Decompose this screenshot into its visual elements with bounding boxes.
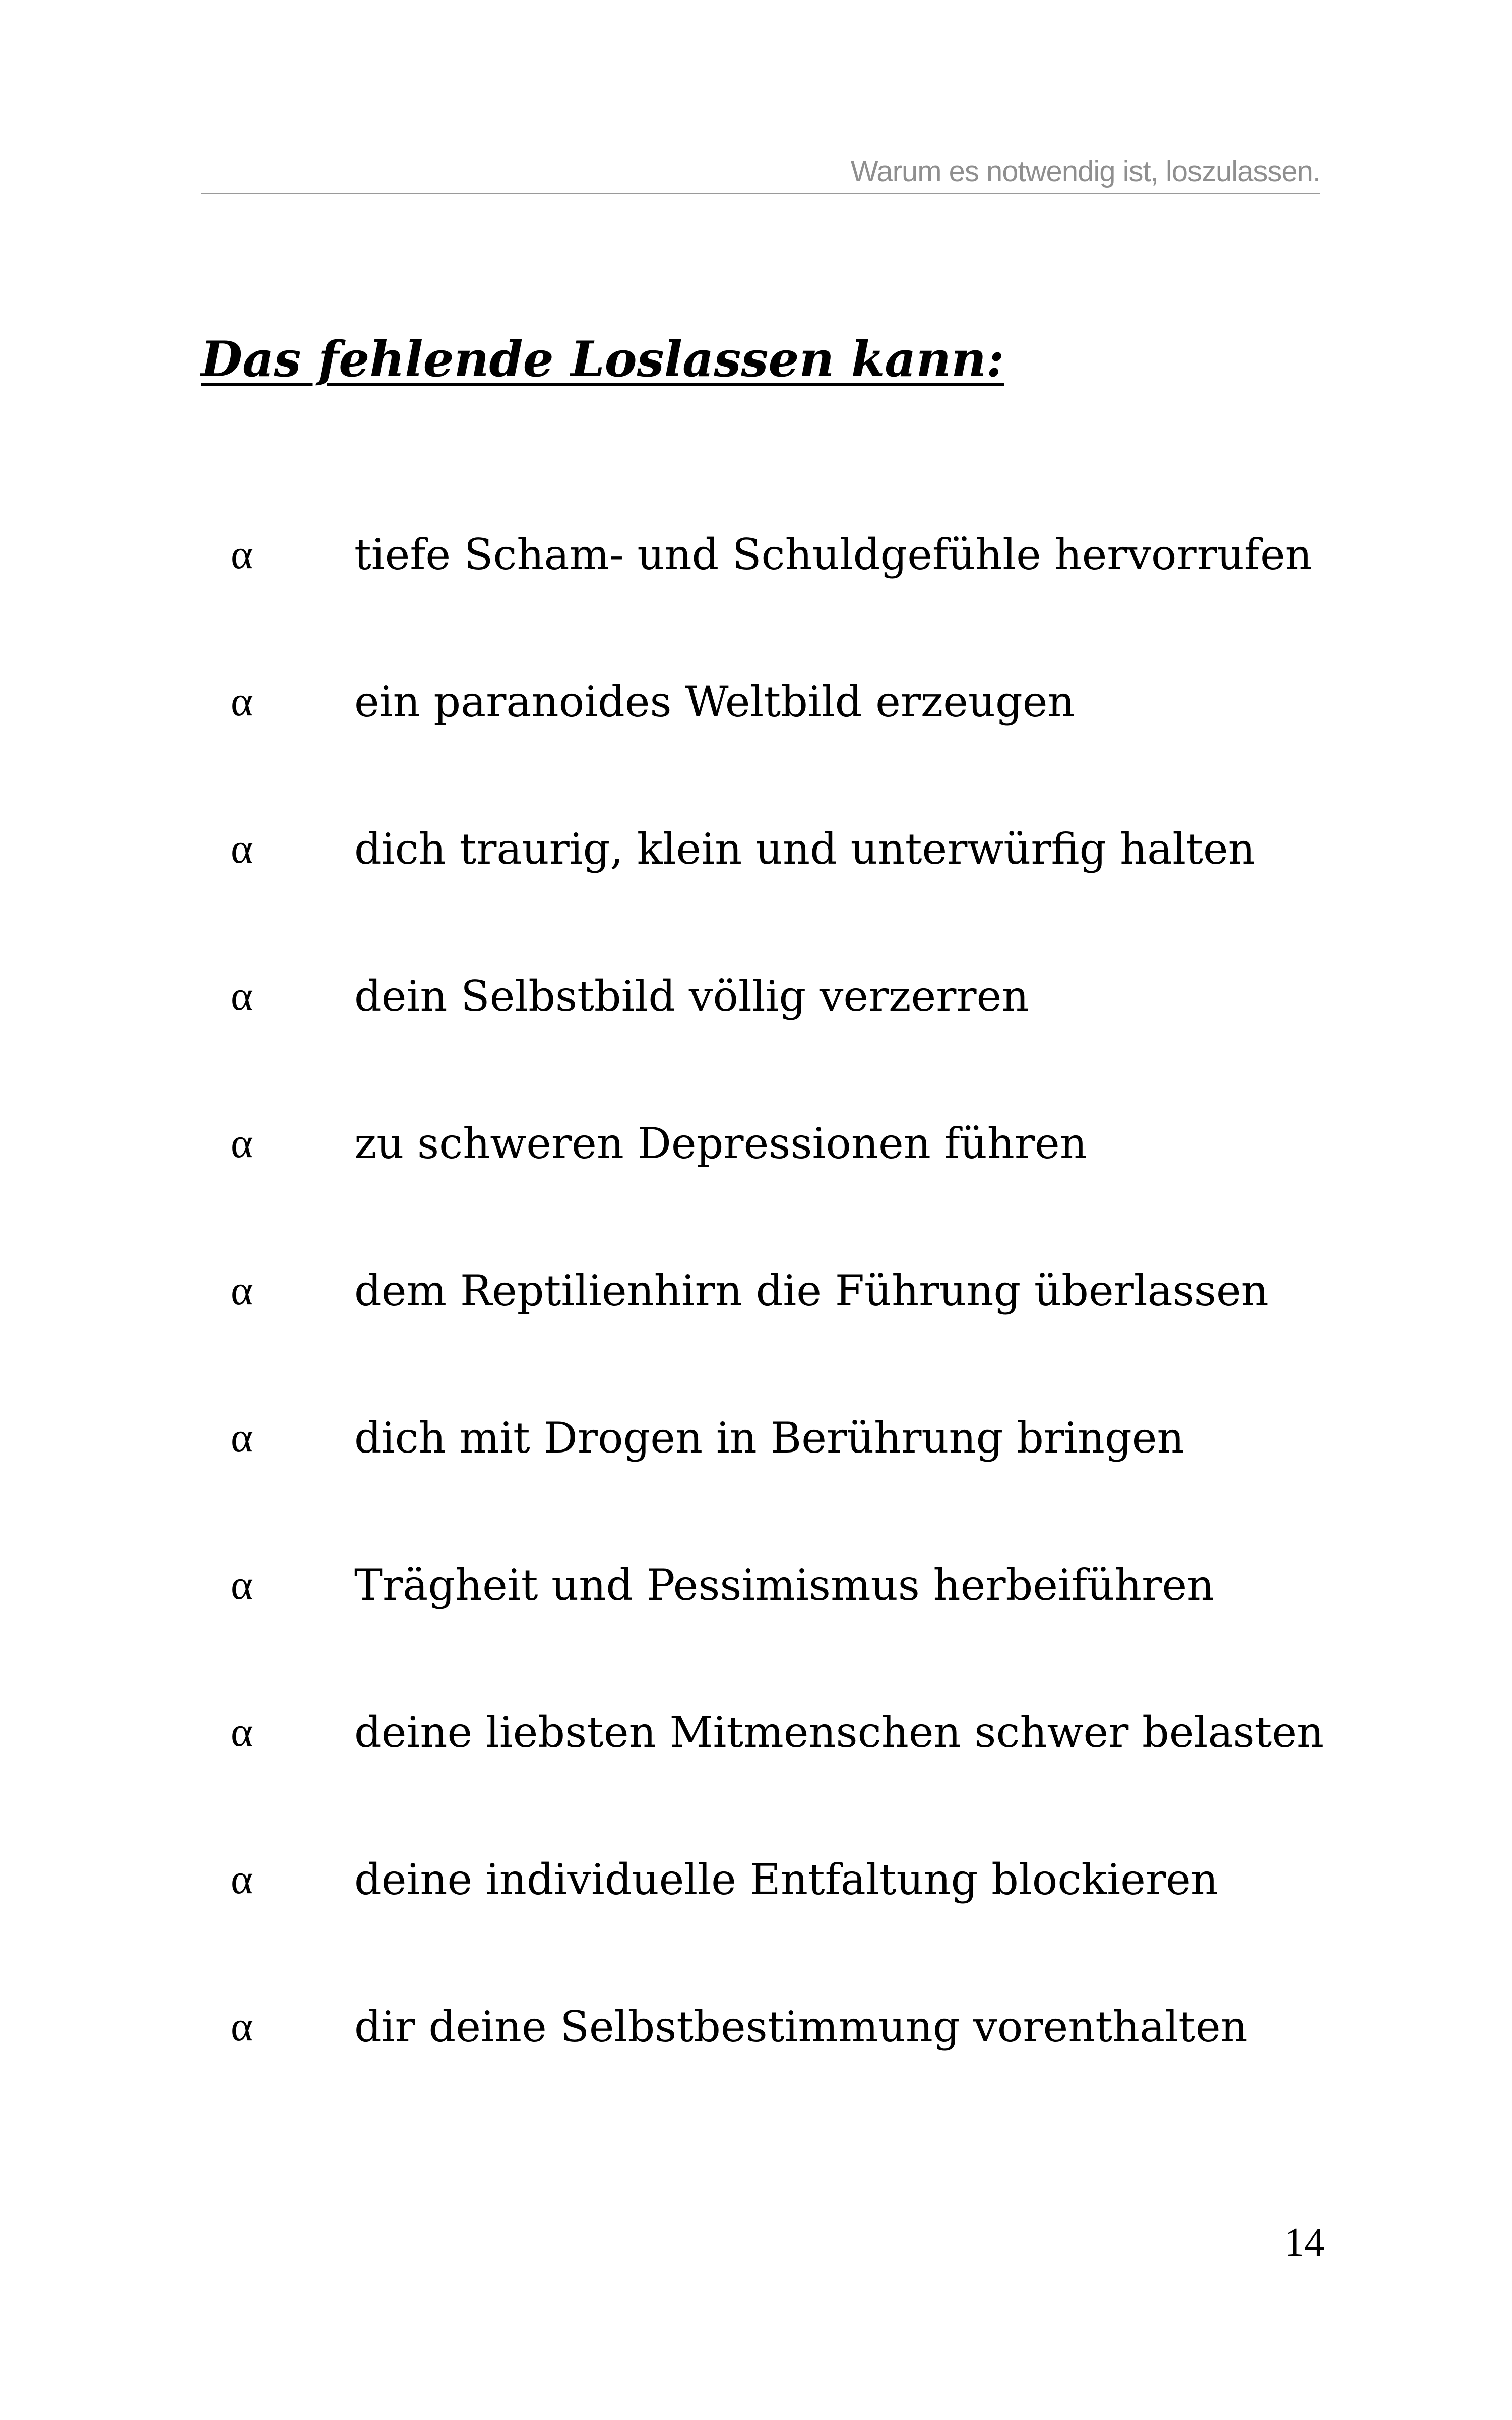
alpha-bullet-icon: α: [231, 1414, 254, 1461]
alpha-bullet-icon: α: [231, 531, 254, 578]
list-item-text: Trägheit und Pessimismus herbeiführen: [354, 1560, 1215, 1610]
running-header: [201, 152, 1320, 194]
list-item: [0, 1844, 1512, 1915]
alpha-bullet-icon: α: [231, 825, 254, 872]
list-item: [0, 1991, 1512, 2062]
alpha-bullet-icon: α: [231, 1561, 254, 1608]
list-item-text: tiefe Scham- und Schuldgefühle hervorrufen: [354, 530, 1312, 579]
list-item-text: dich mit Drogen in Berührung bringen: [354, 1413, 1184, 1463]
alpha-bullet-icon: α: [231, 1267, 254, 1314]
alpha-bullet-icon: α: [231, 678, 254, 725]
list-item-text: deine individuelle Entfaltung blockieren: [354, 1855, 1218, 1904]
list-item: [0, 667, 1512, 737]
alpha-bullet-icon: α: [231, 1709, 254, 1756]
list-item: [0, 1108, 1512, 1179]
alpha-bullet-icon: α: [231, 973, 254, 1019]
list-item-text: dem Reptilienhirn die Führung überlassen: [354, 1266, 1269, 1315]
list-item-text: dir deine Selbstbestimmung vorenthalten: [354, 2002, 1248, 2051]
list-item: [0, 1697, 1512, 1768]
alpha-bullet-icon: α: [231, 1856, 254, 1903]
list-item: [0, 1550, 1512, 1620]
list-item-text: zu schweren Depressionen führen: [354, 1119, 1087, 1168]
list-item-text: ein paranoides Weltbild erzeugen: [354, 677, 1075, 727]
alpha-bullet-icon: α: [231, 1120, 254, 1167]
page-number: 14: [1284, 2220, 1325, 2265]
alpha-bullet-icon: α: [231, 2003, 254, 2050]
list-item-text: dein Selbstbild völlig verzerren: [354, 972, 1029, 1021]
list-item: [0, 1255, 1512, 1326]
list-item: [0, 814, 1512, 884]
list-item-text: dich traurig, klein und unterwürfig halten: [354, 824, 1255, 874]
running-header-title: Warum es notwendig ist, loszulassen.: [850, 155, 1320, 188]
list-item: [0, 961, 1512, 1032]
section-heading: Das fehlende Loslassen kann:: [201, 331, 1004, 388]
list-item: [0, 1403, 1512, 1473]
list-item: [0, 519, 1512, 590]
list-item-text: deine liebsten Mitmenschen schwer belasten: [354, 1708, 1325, 1757]
